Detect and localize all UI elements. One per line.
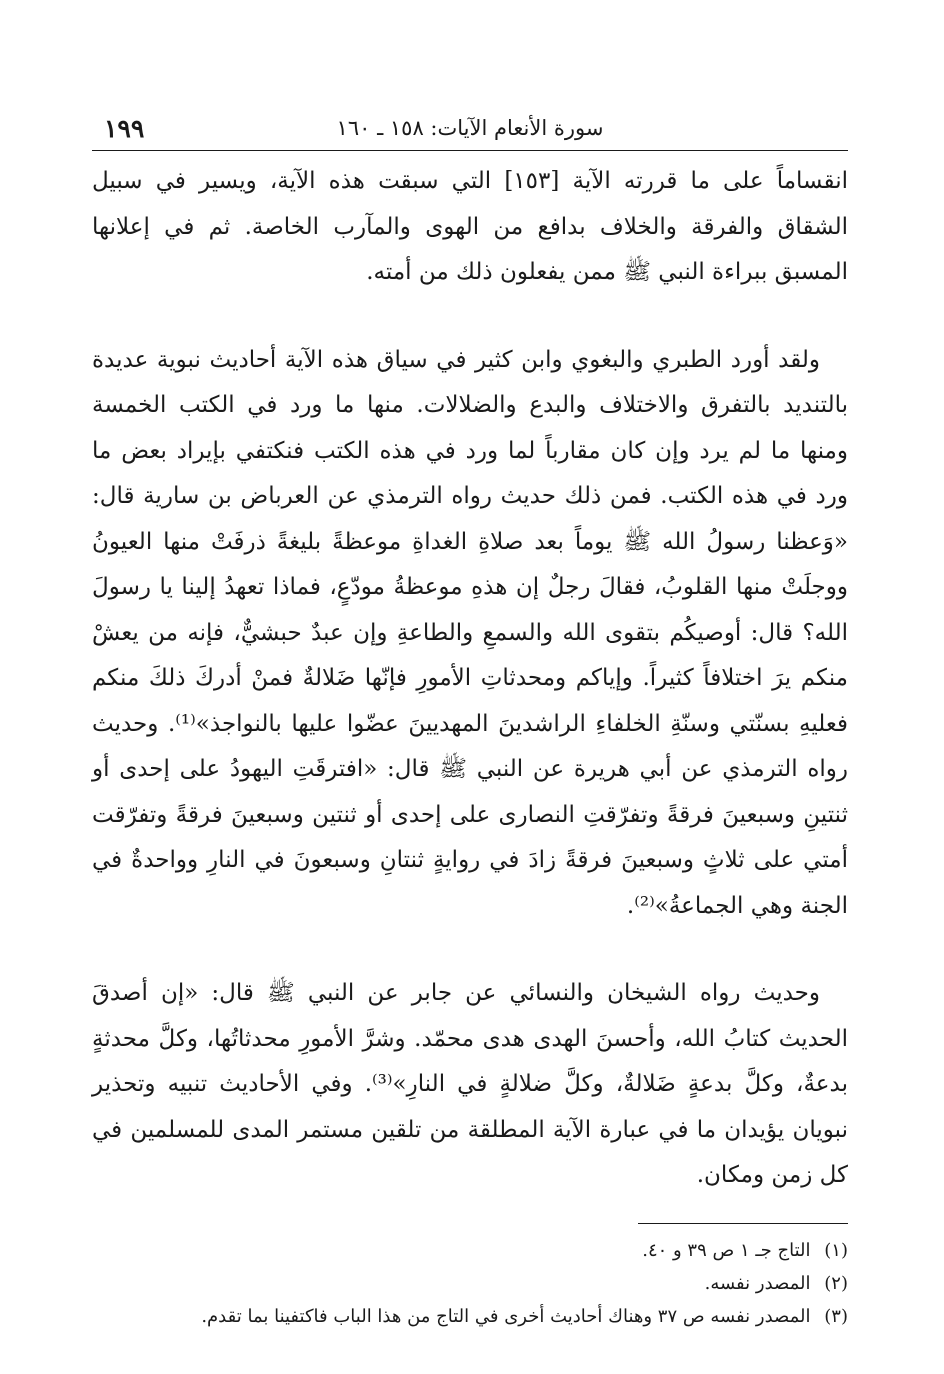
footnote xyxy=(92,1234,848,1267)
footnote-number: (٢) xyxy=(824,1272,848,1294)
footnote-text: التاج جـ ١ ص ٣٩ و ٤٠. xyxy=(642,1239,811,1261)
page-number: ١٩٩ xyxy=(104,114,145,143)
footnote-number: (٣) xyxy=(824,1305,848,1327)
paragraph: ولقد أورد الطبري والبغوي وابن كثير في سياق هذه الآية أحاديث نبوية عديدة بالتنديد بالتفرق والاختلاف والبدع والضلالات. منها ما ورد في الكتب الخمسة ومنها ما لم يرد وإن كان مقارباً لما ورد في هذه الكتب فنكتفي بإيراد بعض ما ورد في هذه الكتب. فمن ذلك حديث رواه الترمذي عن العرباض بن سارية قال: «وَعظنا رسولُ الله ﷺ يوماً بعد صلاةِ الغداةِ موعظةً بليغةً ذرفَتْ منها العيونُ ووجلَتْ منها القلوبُ، فقالَ رجلٌ إن هذهِ موعظةُ مودّعٍ، فماذا تعهدُ إلينا يا رسولَ الله؟ قال: أوصيكُم بتقوى الله والسمعِ والطاعةِ وإن عبدٌ حبشيٌّ، فإنه من يعشْ منكم يرَ اختلافاً كثيراً. وإياكم ومحدثاتِ الأمورِ فإنّها ضَلالةٌ فمنْ أدركَ ذلكَ منكم فعليهِ بسنّتي وسنّةِ الخلفاءِ الراشدينَ المهديينَ عضّوا عليها بالنواجذ»⁽¹⁾. وحديث رواه الترمذي عن أبي هريرة عن النبي ﷺ قال: «افترقَتِ اليهودُ على إحدى أو ثنتينِ وسبعينَ فرقةً وتفرّقتِ النصارى على إحدى أو ثنتين وسبعينَ فرقةً وتفرّقت أمتي على ثلاثٍ وسبعينَ فرقةً زادَ في روايةٍ ثنتانِ وسبعونَ في النارِ وواحدةٌ في الجنة وهي الجماعةُ»⁽²⁾. xyxy=(92,346,849,919)
body-text xyxy=(92,159,848,1199)
book-page xyxy=(92,112,848,1333)
paragraph: انقساماً على ما قررته الآية [١٥٣] التي سبقت هذه الآية، ويسير في سبيل الشقاق والفرقة والخلاف بدافع من الهوى والمآرب الخاصة. ثم في إعلانها المسبق ببراءة النبي ﷺ ممن يفعلون ذلك من أمته. xyxy=(92,168,848,285)
footnote-number: (١) xyxy=(824,1239,848,1261)
footnote xyxy=(92,1267,848,1300)
footnote-text: المصدر نفسه. xyxy=(704,1272,811,1294)
paragraph: وحديث رواه الشيخان والنسائي عن جابر عن النبي ﷺ قال: «إن أصدقَ الحديث كتابُ الله، وأحسنَ الهدى هدى محمّد. وشرَّ الأمورِ محدثاتُها، وكلَّ محدثةٍ بدعةٌ، وكلَّ بدعةٍ ضَلالةٌ، وكلَّ ضلالةٍ في النارِ»⁽³⁾. وفي الأحاديث تنبيه وتحذير نبويان يؤيدان ما في عبارة الآية المطلقة من تلقين مستمر المدى للمسلمين في كل زمن ومكان. xyxy=(92,980,848,1188)
footnotes xyxy=(92,1234,848,1333)
footnote-text: المصدر نفسه ص ٣٧ وهناك أحاديث أخرى في التاج من هذا الباب فاكتفينا بما تقدم. xyxy=(201,1305,811,1327)
footnote xyxy=(92,1300,848,1333)
footnote-divider xyxy=(638,1223,848,1224)
chapter-title: سورة الأنعام الآيات: ١٥٨ ـ ١٦٠ xyxy=(336,116,604,140)
running-head xyxy=(92,112,848,151)
